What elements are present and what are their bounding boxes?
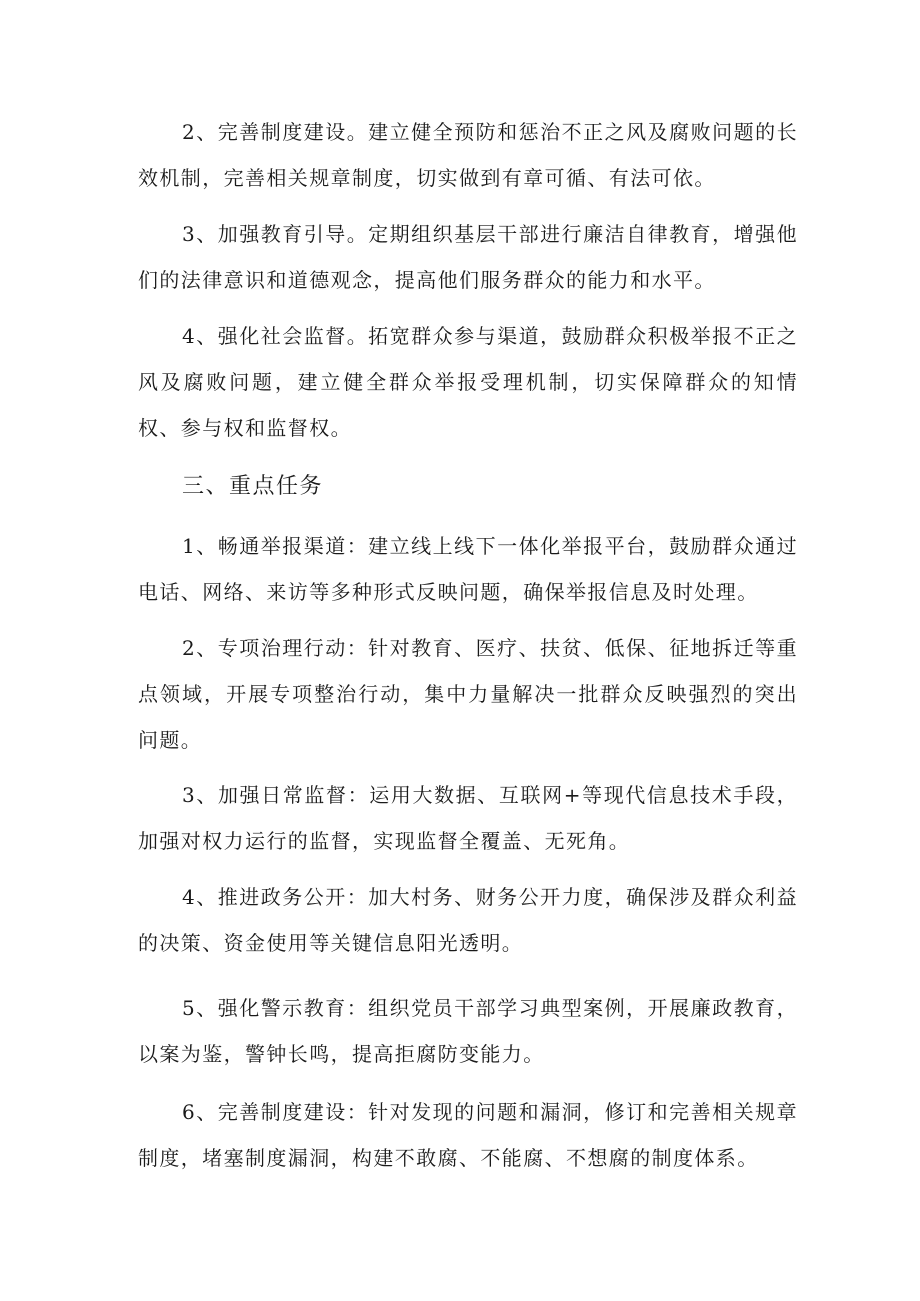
section-heading-key-tasks: 三、重点任务 [182,474,324,499]
paragraph-warning-education: 5、强化警示教育：组织党员干部学习典型案例，开展廉政教育，以案为鉴，警钟长鸣，提高拒腐防变能力。 [138,996,798,1066]
paragraph-education-guidance: 3、加强教育引导。定期组织基层干部进行廉洁自律教育，增强他们的法律意识和道德观念，提高他们服务群众的能力和水平。 [138,222,798,292]
paragraph-daily-supervision: 3、加强日常监督：运用大数据、互联网+等现代信息技术手段，加强对权力运行的监督，实现监督全覆盖、无死角。 [138,783,798,853]
paragraph-system-building: 6、完善制度建设：针对发现的问题和漏洞，修订和完善相关规章制度，堵塞制度漏洞，构建不敢腐、不能腐、不想腐的制度体系。 [138,1100,798,1170]
paragraph-reporting-channels: 1、畅通举报渠道：建立线上线下一体化举报平台，鼓励群众通过电话、网络、来访等多种形式反映问题，确保举报信息及时处理。 [138,534,798,604]
paragraph-government-openness: 4、推进政务公开：加大村务、财务公开力度，确保涉及群众利益的决策、资金使用等关键信息阳光透明。 [138,885,798,955]
paragraph-improve-system: 2、完善制度建设。建立健全预防和惩治不正之风及腐败问题的长效机制，完善相关规章制度，切实做到有章可循、有法可依。 [138,120,798,190]
paragraph-social-supervision: 4、强化社会监督。拓宽群众参与渠道，鼓励群众积极举报不正之风及腐败问题，建立健全群众举报受理机制，切实保障群众的知情权、参与权和监督权。 [138,324,798,440]
paragraph-special-governance: 2、专项治理行动：针对教育、医疗、扶贫、低保、征地拆迁等重点领域，开展专项整治行动，集中力量解决一批群众反映强烈的突出问题。 [138,636,798,752]
